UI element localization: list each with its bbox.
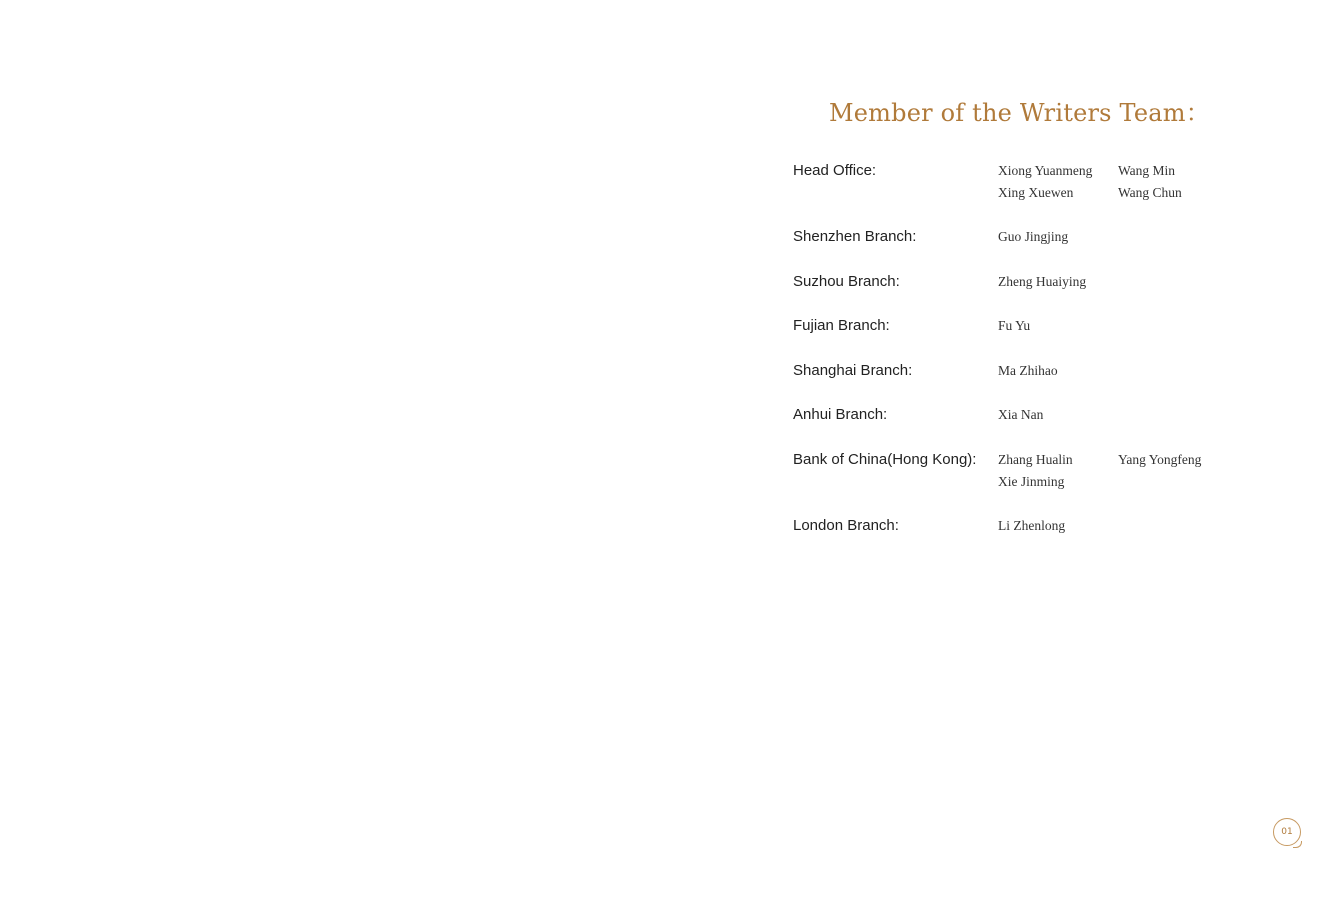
- writer-name: Li Zhenlong: [998, 518, 1066, 533]
- page-title: Member of the Writers Team：: [829, 99, 1210, 127]
- writer-name: Zhang Hualin: [998, 452, 1073, 467]
- writer-name: Guo Jingjing: [998, 229, 1069, 244]
- page-number: 01: [1281, 827, 1293, 837]
- writer-name: Fu Yu: [998, 318, 1031, 333]
- writer-name: Zheng Huaiying: [998, 274, 1087, 289]
- entry-label: Anhui Branch:: [793, 406, 888, 423]
- writer-name: Xie Jinming: [998, 474, 1065, 489]
- writer-name: Wang Chun: [1118, 185, 1182, 200]
- writer-name: Xia Nan: [998, 407, 1044, 422]
- flourish-icon: [1293, 841, 1302, 848]
- writer-name: Xing Xuewen: [998, 185, 1074, 200]
- entry-label: Bank of China(Hong Kong):: [793, 451, 977, 468]
- entry-label: Head Office:: [793, 162, 877, 179]
- entry-label: Fujian Branch:: [793, 317, 890, 334]
- writer-name: Xiong Yuanmeng: [998, 163, 1093, 178]
- writer-name: Yang Yongfeng: [1118, 452, 1202, 467]
- entry-label: Shanghai Branch:: [793, 362, 913, 379]
- entry-label: London Branch:: [793, 517, 899, 534]
- entry-label: Shenzhen Branch:: [793, 228, 917, 245]
- writer-name: Ma Zhihao: [998, 363, 1058, 378]
- writer-name: Wang Min: [1118, 163, 1176, 178]
- entry-label: Suzhou Branch:: [793, 273, 900, 290]
- page-number-badge: [1273, 818, 1301, 846]
